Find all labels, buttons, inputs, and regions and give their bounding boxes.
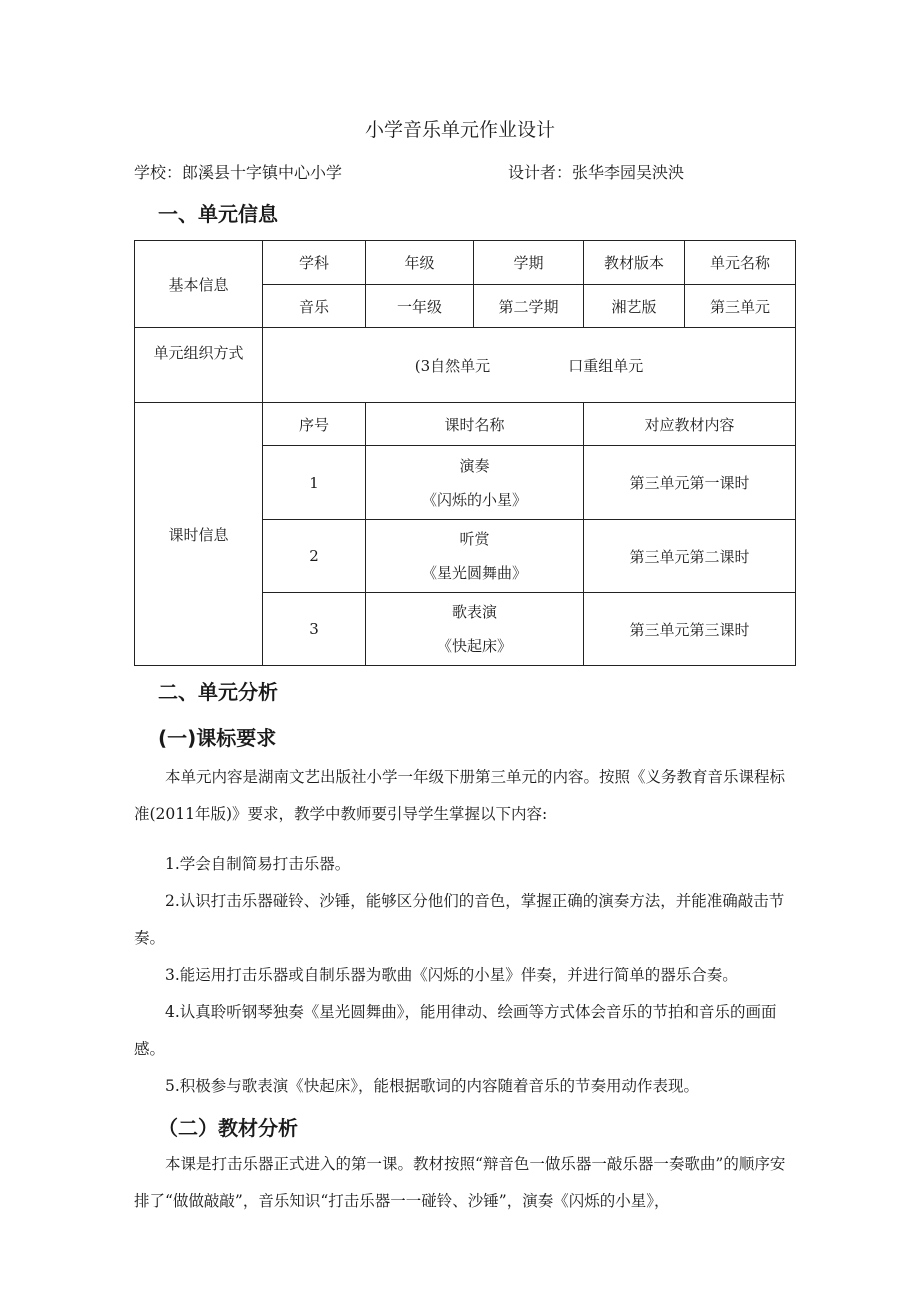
list-item: 1.学会自制简易打击乐器。 (165, 855, 351, 873)
org-method-options (263, 328, 796, 403)
lesson-info-label: 课时信息 (135, 403, 263, 666)
lesson-title: 《快起床》 (436, 637, 512, 655)
list-item: 2.认识打击乐器碰铃、沙锤，能够区分他们的音色，掌握正确的演奏方法，并能准确敲击节奏。 (134, 892, 785, 947)
lesson-content: 第三单元第二课时 (584, 520, 796, 593)
lesson-content: 第三单元第三课时 (584, 593, 796, 666)
standards-intro: 本单元内容是湖南文艺出版社小学一年级下册第三单元的内容。按照《义务教育音乐课程标准(2011年版)》要求，教学中教师要引导学生掌握以下内容: (134, 768, 786, 823)
org-method-label: 单元组织方式 (135, 328, 263, 403)
table-cell: 第三单元 (685, 285, 796, 328)
table-cell: 一年级 (366, 285, 474, 328)
table-header-cell: 对应教材内容 (584, 403, 796, 446)
lesson-content: 第三单元第一课时 (584, 446, 796, 520)
list-item: 5.积极参与歌表演《快起床》，能根据歌词的内容随着音乐的节奏用动作表现。 (165, 1077, 700, 1095)
page-title: 小学音乐单元作业设计 (364, 119, 555, 141)
subsection-heading-standards: (一)课标要求 (158, 726, 277, 750)
lesson-number: 1 (263, 446, 366, 520)
subsection-heading-textbook: （二）教材分析 (158, 1116, 298, 1140)
lesson-type: 演奏 (459, 456, 490, 475)
section-heading-unit-analysis: 二、单元分析 (158, 680, 278, 704)
lesson-type: 听赏 (459, 530, 490, 548)
section-heading-unit-info: 一、单元信息 (158, 202, 278, 226)
lesson-number: 3 (263, 593, 366, 666)
table-header-cell: 序号 (263, 403, 366, 446)
table-header-cell: 教材版本 (584, 241, 685, 285)
table-cell: 音乐 (263, 285, 366, 328)
table-cell: 第二学期 (474, 285, 584, 328)
lesson-type: 歌表演 (451, 603, 497, 621)
table-header-cell: 年级 (366, 241, 474, 285)
list-item: 4.认真聆听钢琴独奏《星光圆舞曲》，能用律动、绘画等方式体会音乐的节拍和音乐的画面感。 (134, 1003, 777, 1058)
table-header-cell: 单元名称 (685, 241, 796, 285)
textbook-analysis-text: 本课是打击乐器正式进入的第一课。教材按照“辩音色一做乐器一敲乐器一奏歌曲”的顺序安排了“做做敲敲”，音乐知识“打击乐器一一碰铃、沙锤”，演奏《闪烁的小星》， (134, 1155, 786, 1210)
list-item: 3.能运用打击乐器或自制乐器为歌曲《闪烁的小星》伴奏，并进行简单的器乐合奏。 (165, 966, 738, 984)
lesson-name (366, 520, 584, 593)
table-header-cell: 课时名称 (366, 403, 584, 446)
basic-info-label: 基本信息 (135, 241, 263, 328)
designer-label: 设计者：张华李园吴泱泱 (508, 163, 685, 182)
org-option-natural: (3自然单元 (414, 356, 491, 375)
lesson-number: 2 (263, 520, 366, 593)
lesson-title: 《星光圆舞曲》 (421, 564, 527, 582)
lesson-name (366, 593, 584, 666)
org-option-regroup: 口重组单元 (568, 356, 644, 375)
lesson-title: 《闪烁的小星》 (421, 490, 527, 509)
lesson-name (366, 446, 584, 520)
school-label: 学校：郎溪县十字镇中心小学 (134, 163, 343, 182)
unit-info-table (134, 240, 796, 666)
table-header-cell: 学科 (263, 241, 366, 285)
table-header-cell: 学期 (474, 241, 584, 285)
table-cell: 湘艺版 (584, 285, 685, 328)
